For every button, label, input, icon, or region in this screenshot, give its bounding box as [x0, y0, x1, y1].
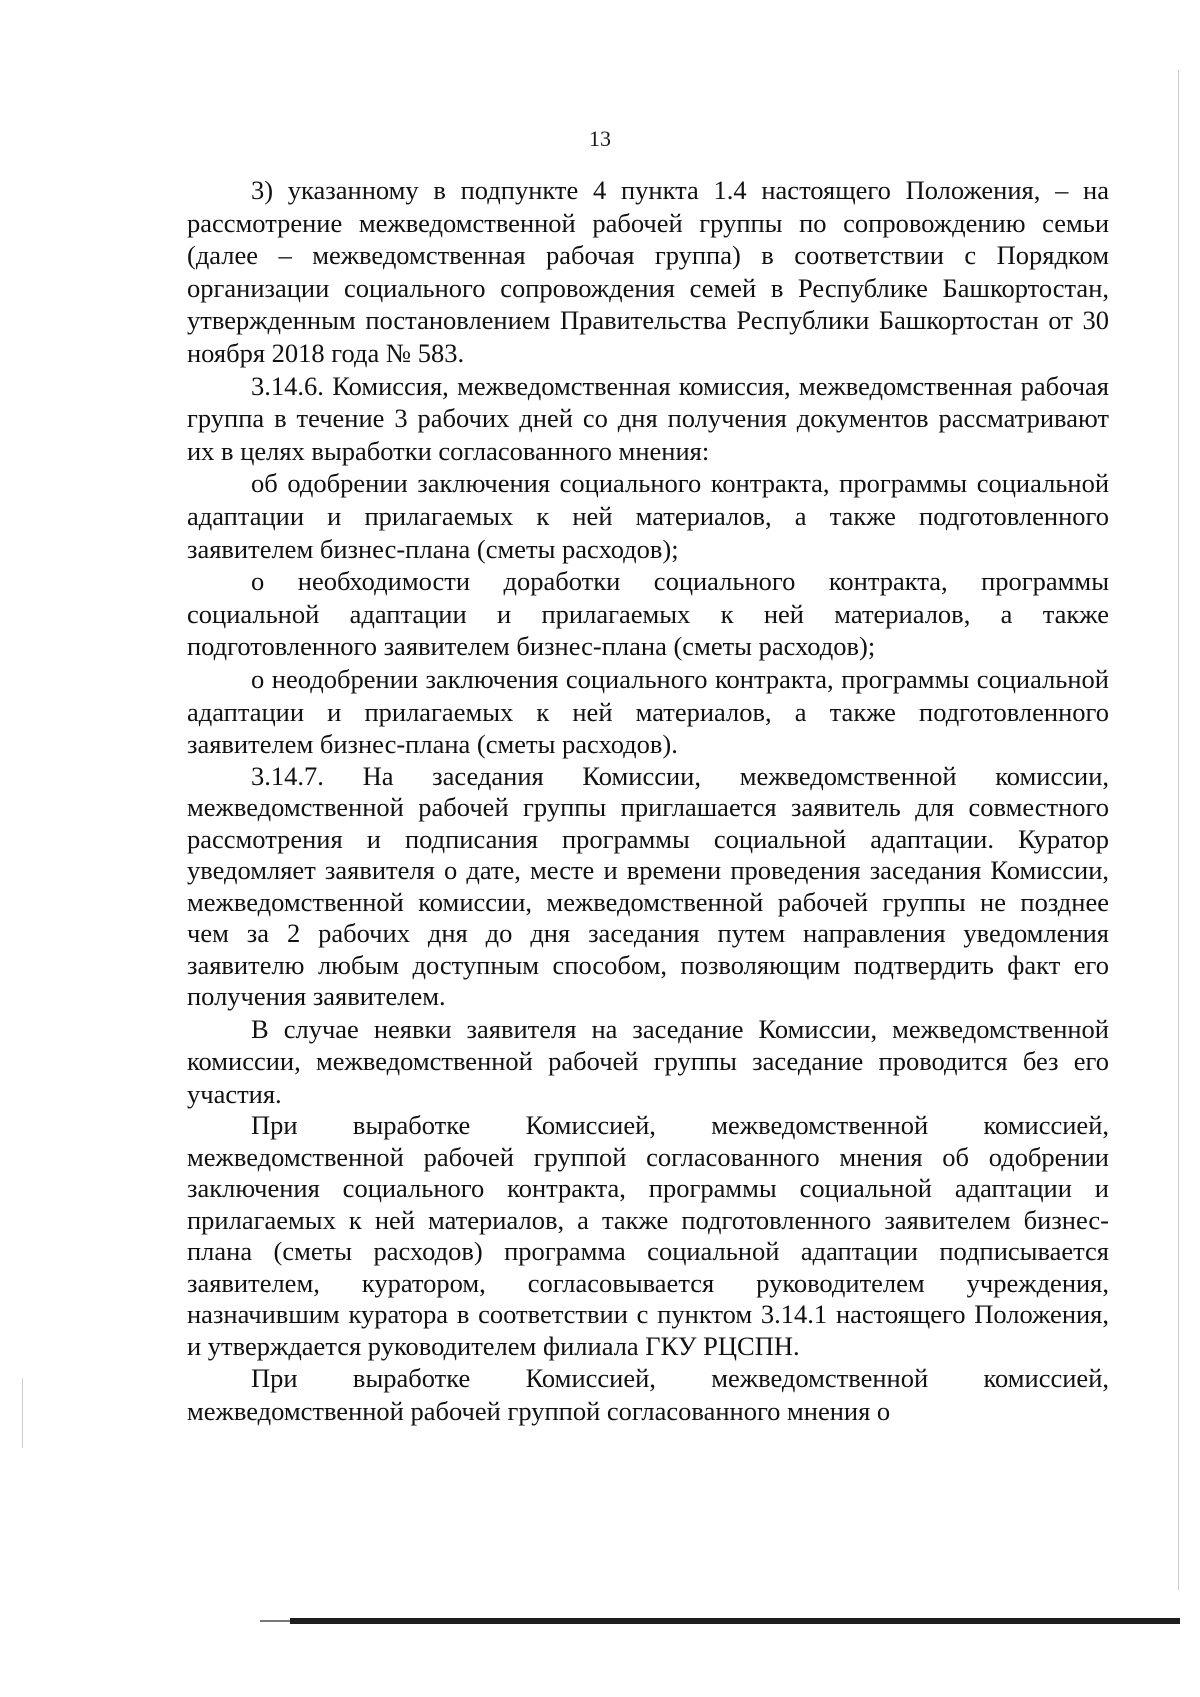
paragraph-continued: При выработке Комиссией, межведомственной комиссией, межведомственной рабочей группой согласованного мнения о: [187, 1363, 1109, 1427]
paragraph-subitem-3: 3) указанному в подпункте 4 пункта 1.4 настоящего Положения, – на рассмотрение межведомственной рабочей группы по сопровождению семьи (далее – межведомственная рабочая группа) в соответствии с Порядком организации социального сопровождения семей в Республике Башкортостан, утвержденным постановлением Правительства Республики Башкортостан от 30 ноября 2018 года № 583.: [187, 175, 1109, 368]
paragraph-3-14-6: 3.14.6. Комиссия, межведомственная комиссия, межведомственная рабочая группа в течение 3 рабочих дней со дня получения документов рассматривают их в целях выработки согласованного мнения:: [187, 370, 1109, 466]
paragraph-approval-option: об одобрении заключения социального контракта, программы социальной адаптации и прилагаемых к ней материалов, а также подготовленного заявителем бизнес-плана (сметы расходов);: [187, 468, 1109, 564]
paragraph-3-14-7: 3.14.7. На заседания Комиссии, межведомственной комиссии, межведомственной рабочей группы приглашается заявитель для совместного рассмотрения и подписания программы социальной адаптации. Куратор уведомляет заявителя о дате, месте и времени проведения заседания Комиссии, межведомственной комиссии, межведомственной рабочей группы не позднее чем за 2 рабочих дня до дня заседания путем направления уведомления заявителю любым доступным способом, позволяющим подтвердить факт его получения заявителем.: [187, 760, 1109, 1012]
scan-bottom-bar: [290, 1618, 1180, 1624]
paragraph-approval-procedure: При выработке Комиссией, межведомственной комиссией, межведомственной рабочей группой согласованного мнения об одобрении заключения социального контракта, программы социальной адаптации и прилагаемых к ней материалов, а также подготовленного заявителем бизнес-плана (сметы расходов) программа социальной адаптации подписывается заявителем, куратором, согласовывается руководителем учреждения, назначившим куратора в соответствии с пунктом 3.14.1 настоящего Положения, и утверждается руководителем филиала ГКУ РЦСПН.: [187, 1110, 1109, 1361]
paragraph-absence-case: В случае неявки заявителя на заседание Комиссии, межведомственной комиссии, межведомственной рабочей группы заседание проводится без его участия.: [187, 1013, 1109, 1109]
paragraph-revision-option: о необходимости доработки социального контракта, программы социальной адаптации и прилагаемых к ней материалов, а также подготовленного заявителем бизнес-плана (сметы расходов);: [187, 566, 1109, 662]
paragraph-disapproval-option: о неодобрении заключения социального контракта, программы социальной адаптации и прилагаемых к ней материалов, а также подготовленного заявителем бизнес-плана (сметы расходов).: [187, 663, 1109, 760]
page-number: 13: [589, 126, 611, 151]
scan-edge-line: [1178, 70, 1179, 1590]
document-body: [187, 174, 1109, 1428]
scan-margin-mark: [22, 1378, 23, 1448]
